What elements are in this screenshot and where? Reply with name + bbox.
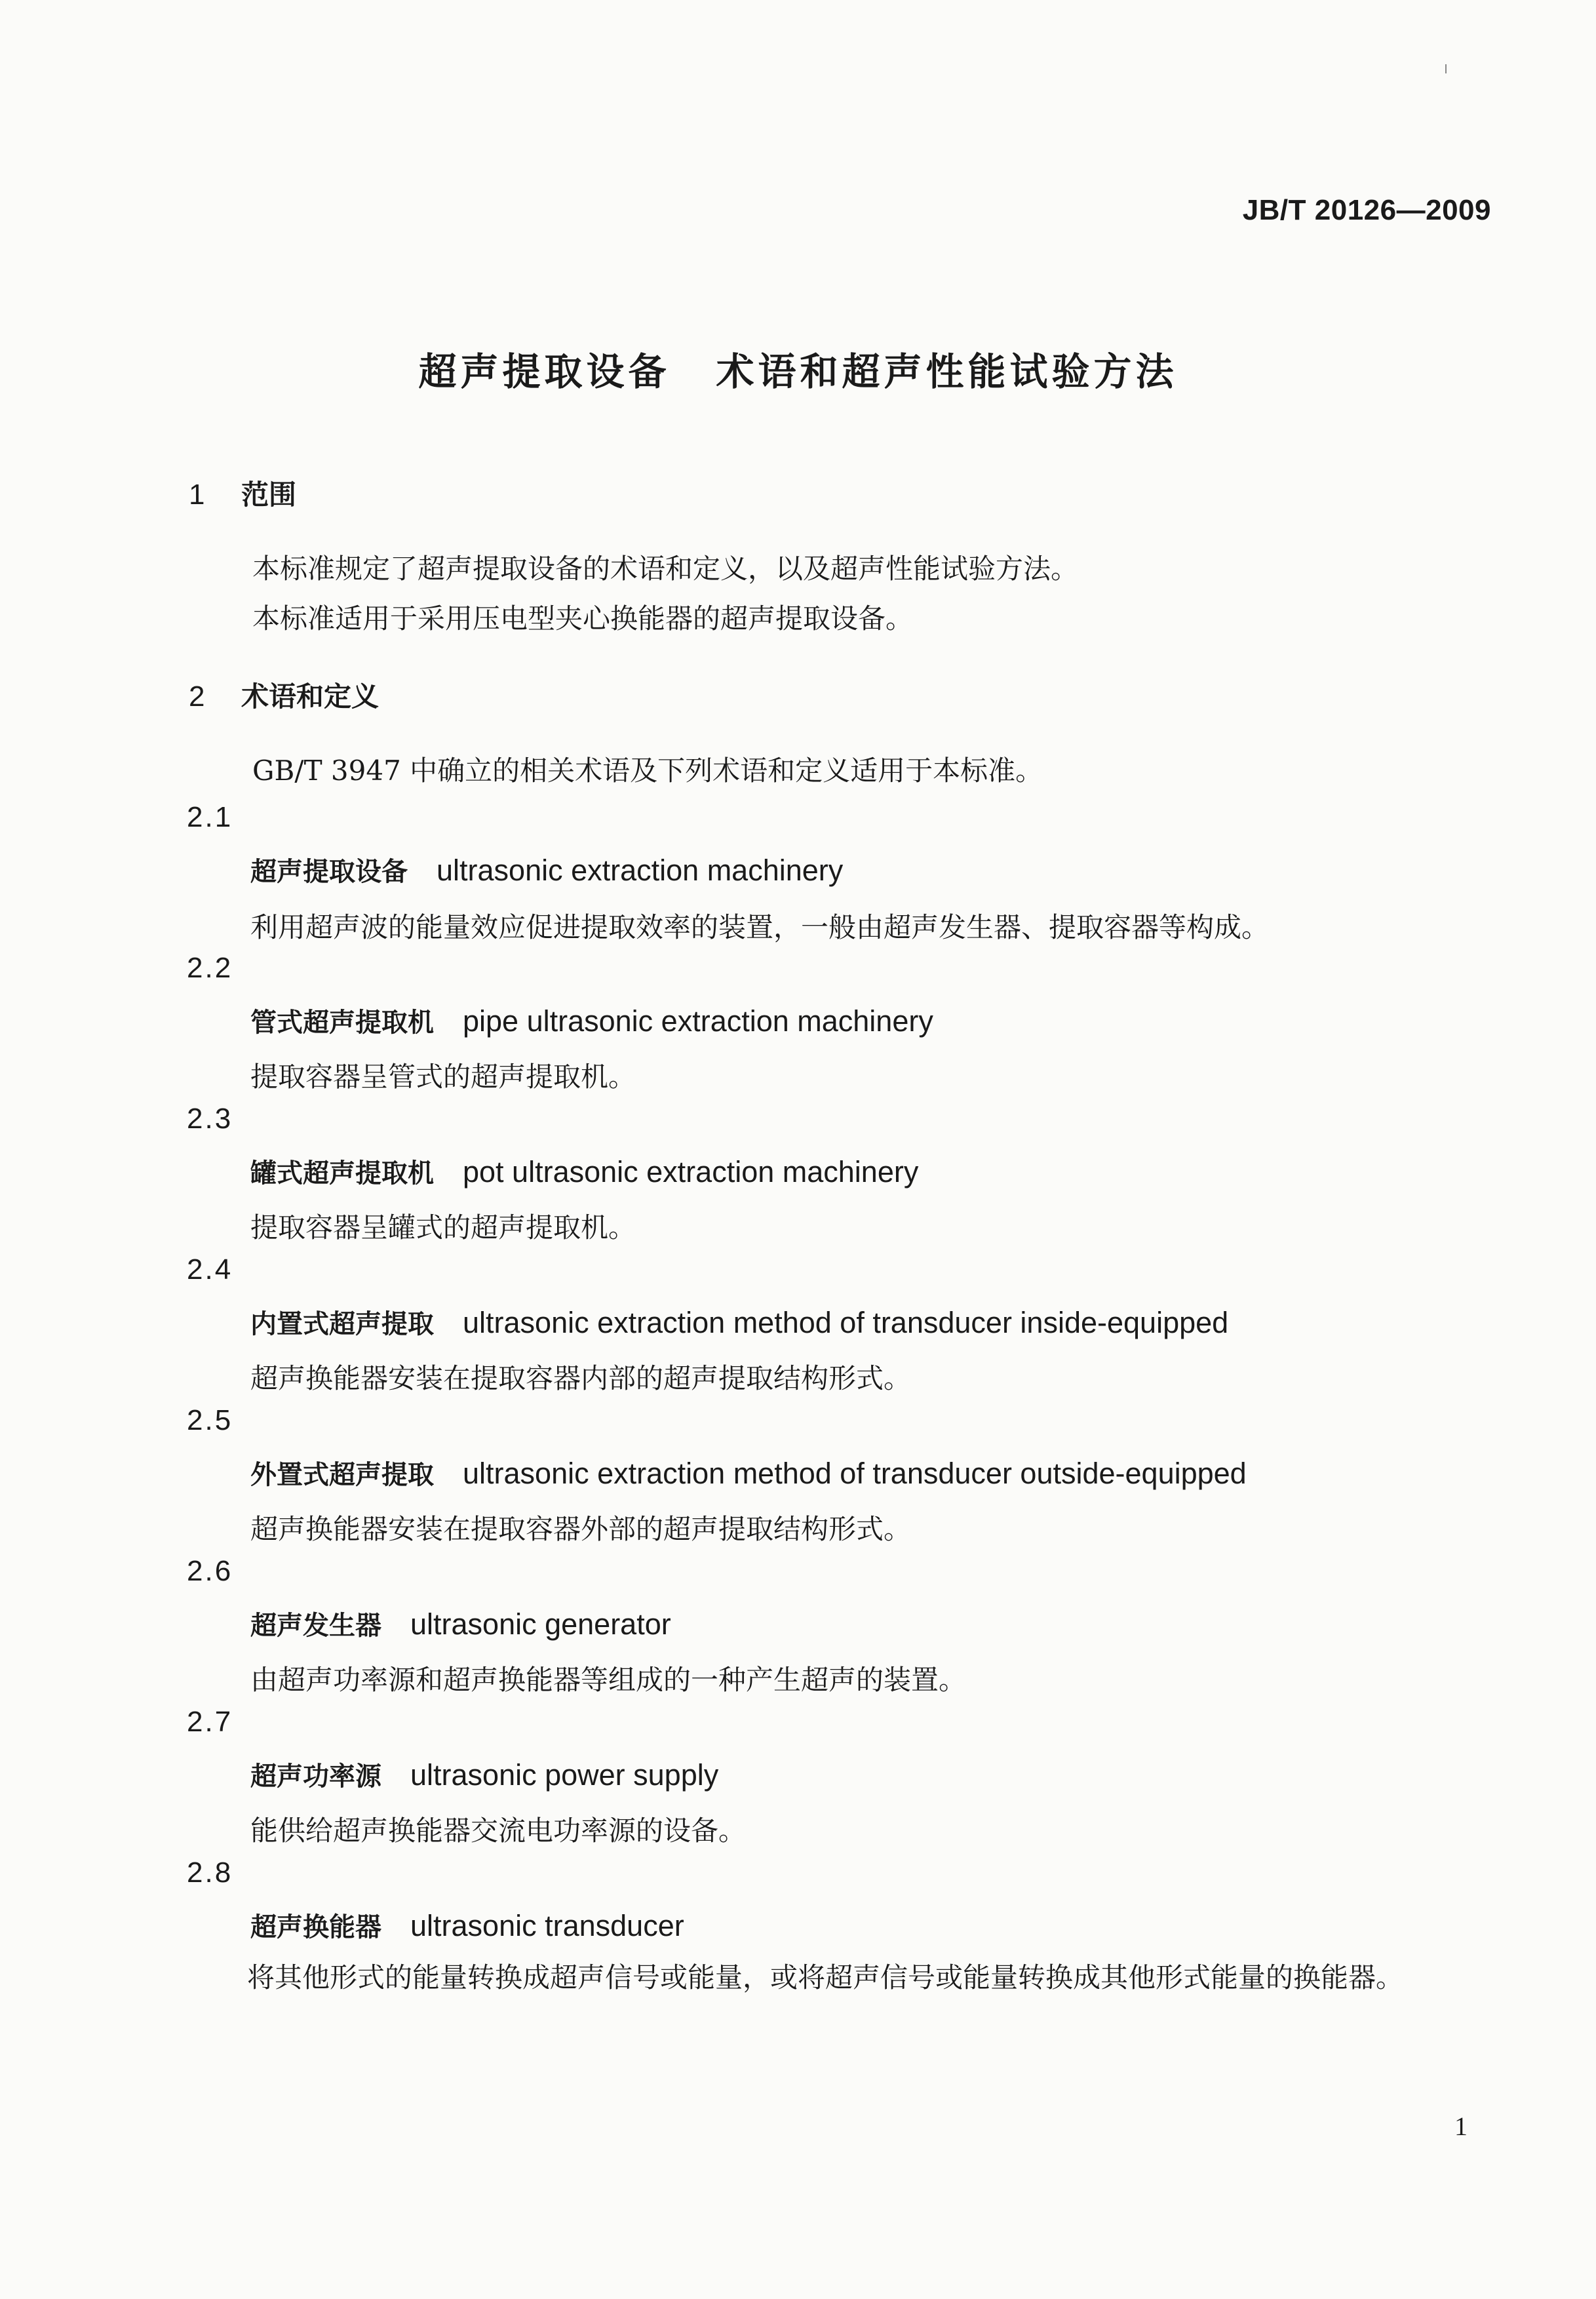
term-definition: 能供给超声换能器交流电功率源的设备。 — [250, 1815, 747, 1847]
term-chinese: 超声提取设备 — [250, 857, 408, 887]
term-number: 2.4 — [187, 1253, 233, 1286]
scan-speck — [1445, 64, 1447, 73]
term-english: ultrasonic extraction method of transducer outside-equipped — [463, 1457, 1247, 1490]
page-number: 1 — [1454, 2112, 1468, 2141]
term-entry — [250, 1002, 933, 1039]
section-1-number: 1 — [189, 479, 205, 511]
term-entry — [250, 1303, 1228, 1341]
term-chinese: 内置式超声提取 — [250, 1309, 434, 1339]
section-1-heading — [189, 473, 296, 513]
term-entry — [250, 1152, 918, 1190]
title-part-1: 超声提取设备 — [418, 349, 671, 394]
term-number: 2.5 — [187, 1404, 233, 1436]
term-number: 2.7 — [187, 1706, 233, 1738]
term-chinese: 超声功率源 — [250, 1761, 381, 1792]
term-entry — [250, 1605, 671, 1642]
term-entry — [250, 1454, 1247, 1491]
term-english: pot ultrasonic extraction machinery — [463, 1155, 919, 1189]
term-english: ultrasonic generator — [410, 1607, 671, 1641]
term-definition: 超声换能器安装在提取容器外部的超声提取结构形式。 — [250, 1513, 912, 1545]
term-chinese: 罐式超声提取机 — [250, 1158, 434, 1189]
term-chinese: 管式超声提取机 — [250, 1008, 434, 1038]
term-entry — [250, 1756, 718, 1793]
term-chinese: 超声换能器 — [250, 1912, 381, 1942]
term-definition: 由超声功率源和超声换能器等组成的一种产生超声的装置。 — [250, 1664, 967, 1696]
title-part-2: 术语和超声性能试验方法 — [716, 349, 1178, 394]
document-title — [0, 341, 1596, 396]
term-definition: 利用超声波的能量效应促进提取效率的装置，一般由超声发生器、提取容器等构成。 — [250, 911, 1270, 943]
term-chinese: 外置式超声提取 — [250, 1460, 434, 1490]
section-2-intro: GB/T 3947 中确立的相关术语及下列术语和定义适用于本标准。 — [252, 755, 1043, 787]
term-chinese: 超声发生器 — [250, 1611, 381, 1641]
term-english: pipe ultrasonic extraction machinery — [463, 1004, 933, 1038]
term-definition: 提取容器呈罐式的超声提取机。 — [250, 1211, 636, 1244]
section-1-title: 范围 — [241, 479, 297, 511]
term-english: ultrasonic extraction method of transducer inside-equipped — [463, 1306, 1229, 1339]
term-entry — [250, 1906, 684, 1944]
document-code: JB/T 20126—2009 — [1242, 194, 1491, 226]
term-number: 2.6 — [187, 1555, 233, 1587]
term-number: 2.3 — [187, 1103, 233, 1135]
term-entry — [250, 851, 843, 888]
section-2-heading — [189, 675, 379, 715]
term-english: ultrasonic power supply — [410, 1758, 719, 1792]
term-number: 2.1 — [187, 801, 233, 833]
term-number: 2.2 — [187, 952, 233, 984]
term-english: ultrasonic extraction machinery — [437, 854, 844, 887]
section-2-title: 术语和定义 — [241, 680, 380, 713]
term-english: ultrasonic transducer — [410, 1909, 684, 1942]
term-definition: 超声换能器安装在提取容器内部的超声提取结构形式。 — [250, 1362, 912, 1394]
section-2-number: 2 — [189, 680, 205, 713]
term-definition: 将其他形式的能量转换成超声信号或能量，或将超声信号或能量转换成其他形式能量的换能器。 — [247, 1961, 1404, 1994]
term-definition: 提取容器呈管式的超声提取机。 — [250, 1061, 636, 1093]
term-number: 2.8 — [187, 1857, 233, 1889]
section-1-paragraph-1: 本标准规定了超声提取设备的术语和定义，以及超声性能试验方法。 — [252, 553, 1079, 585]
section-1-paragraph-2: 本标准适用于采用压电型夹心换能器的超声提取设备。 — [252, 602, 914, 635]
